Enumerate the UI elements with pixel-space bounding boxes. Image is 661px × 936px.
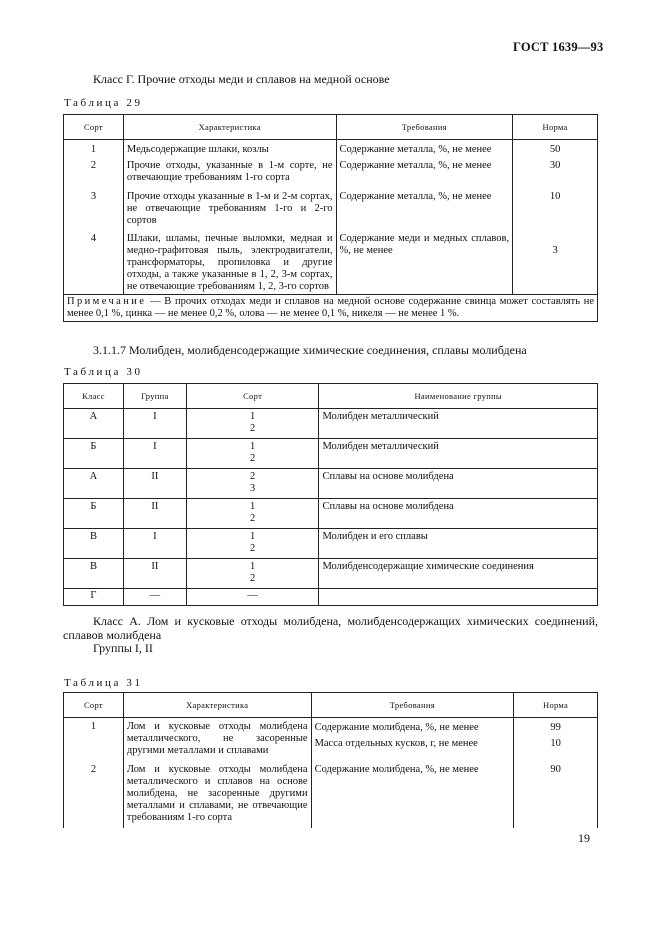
cell-class: В	[64, 559, 124, 589]
table-31	[63, 692, 598, 828]
table-30	[63, 383, 598, 606]
cell-group: II	[123, 469, 186, 499]
table-header-row	[64, 384, 598, 409]
cell-sort: 2	[64, 761, 124, 828]
table-header-row	[64, 693, 598, 718]
cell-group: I	[123, 409, 186, 439]
cell-sort: 3	[64, 188, 124, 231]
table-header-row	[64, 115, 598, 140]
cell-group: II	[123, 499, 186, 529]
cell-norm: 30	[513, 157, 598, 188]
sort-value: 2	[249, 543, 256, 554]
requirement: Содержание молибдена, %, не менее	[314, 722, 479, 733]
cell-sort	[186, 529, 319, 559]
table-29-caption: Таблица 29	[64, 97, 143, 109]
cell-characteristic: Прочие отходы указанные в 1-м и 2-м сортах, не отвечающие требованиям 1-го и 2-го сортов	[123, 188, 336, 231]
norm: 10	[550, 738, 561, 749]
section-title-3117: 3.1.1.7 Молибден, молибденсодержащие химические соединения, сплавы молибдена	[93, 343, 527, 357]
column-header: Сорт	[64, 693, 124, 718]
cell-sort: 4	[64, 231, 124, 295]
table-row	[64, 559, 598, 589]
column-header: Класс	[64, 384, 124, 409]
column-header: Требования	[336, 115, 513, 140]
cell-characteristic: Лом и кусковые отходы молибдена металлического и сплавов на основе молибдена, не засоренные другими металлами и сплавами, не отвечающие требованиям 1-го сорта	[123, 761, 311, 828]
table-note-row	[64, 295, 598, 322]
cell-group-name: Молибденсодержащие химические соединения	[319, 559, 598, 589]
cell-class: Б	[64, 439, 124, 469]
cell-norm: 90	[514, 761, 598, 828]
sort-value: 3	[249, 483, 256, 494]
cell-characteristic: Шлаки, шламы, печные выломки, медная и медно-графитовая пыль, электродвигатели, трансформаторы, пропиловка и другие отходы, а также указанные в 1, 2, 3-м сортах, не отвечающие требованиям 1, 2, 3-го сортов	[123, 231, 336, 295]
cell-sort	[186, 409, 319, 439]
cell-characteristic: Медьсодержащие шлаки, козлы	[123, 140, 336, 158]
sort-value: 1	[249, 441, 256, 452]
document-code: ГОСТ 1639—93	[513, 40, 604, 54]
cell-norm: 50	[513, 140, 598, 158]
cell-group-name	[319, 589, 598, 606]
cell-class: В	[64, 529, 124, 559]
table-row	[64, 188, 598, 231]
column-header: Требования	[311, 693, 514, 718]
sort-value: 2	[249, 453, 256, 464]
sort-value: 1	[249, 411, 256, 422]
section-groups: Группы I, II	[93, 641, 153, 655]
cell-requirements	[311, 718, 514, 762]
table-row	[64, 231, 598, 295]
requirement: Масса отдельных кусков, г, не менее	[314, 738, 478, 749]
cell-sort	[186, 499, 319, 529]
sort-value: 1	[249, 501, 256, 512]
cell-class: А	[64, 469, 124, 499]
cell-class: А	[64, 409, 124, 439]
sort-value: 2	[249, 513, 256, 524]
cell-requirement: Содержание металла, %, не менее	[336, 140, 513, 158]
cell-class: Г	[64, 589, 124, 606]
cell-group-name: Сплавы на основе молибдена	[319, 469, 598, 499]
table-row	[64, 409, 598, 439]
cell-norm: 3	[513, 231, 598, 295]
sort-value: 2	[249, 471, 256, 482]
cell-sort	[186, 559, 319, 589]
section-title-class-g: Класс Г. Прочие отходы меди и сплавов на медной основе	[93, 72, 390, 86]
table-row	[64, 718, 598, 762]
column-header: Характеристика	[123, 115, 336, 140]
table-30-caption: Таблица 30	[64, 366, 143, 378]
cell-requirement: Содержание меди и медных сплавов, %, не менее	[336, 231, 513, 295]
cell-requirement: Содержание молибдена, %, не менее	[311, 761, 514, 828]
table-row	[64, 589, 598, 606]
table-row	[64, 529, 598, 559]
note-label: Примечание	[67, 296, 147, 307]
cell-sort	[186, 469, 319, 499]
sort-value: 1	[249, 561, 256, 572]
table-row	[64, 761, 598, 828]
cell-requirement: Содержание металла, %, не менее	[336, 188, 513, 231]
note-text: — В прочих отходах меди и сплавов на медной основе содержание свинца может составлять не менее 0,1 %, цинка — не менее 0,2 %, олова — не менее 0,1 %, никеля — не менее 1 %.	[67, 296, 594, 319]
table-29	[63, 114, 598, 322]
column-header: Норма	[513, 115, 598, 140]
cell-characteristic: Лом и кусковые отходы молибдена металлического, не засоренные другими металлами и сплавами	[123, 718, 311, 762]
table-31-caption: Таблица 31	[64, 677, 143, 689]
column-header: Группа	[123, 384, 186, 409]
table-row	[64, 499, 598, 529]
table-note	[64, 295, 598, 322]
table-row	[64, 157, 598, 188]
cell-group: I	[123, 439, 186, 469]
cell-requirement: Содержание металла, %, не менее	[336, 157, 513, 188]
page-number: 19	[578, 831, 590, 845]
cell-group-name: Молибден металлический	[319, 409, 598, 439]
cell-group-name: Молибден и его сплавы	[319, 529, 598, 559]
sort-value: 2	[249, 423, 256, 434]
cell-sort: 1	[64, 140, 124, 158]
column-header: Сорт	[186, 384, 319, 409]
sort-value: 2	[249, 573, 256, 584]
table-row	[64, 439, 598, 469]
cell-characteristic: Прочие отходы, указанные в 1-м сорте, не отвечающие требованиям 1-го сорта	[123, 157, 336, 188]
column-header: Наименование группы	[319, 384, 598, 409]
cell-sort: 2	[64, 157, 124, 188]
cell-norm: 10	[513, 188, 598, 231]
cell-sort	[186, 439, 319, 469]
cell-group: II	[123, 559, 186, 589]
cell-group: I	[123, 529, 186, 559]
cell-sort: —	[186, 589, 319, 606]
table-row	[64, 140, 598, 158]
cell-norms	[514, 718, 598, 762]
cell-sort: 1	[64, 718, 124, 762]
column-header: Характеристика	[123, 693, 311, 718]
cell-class: Б	[64, 499, 124, 529]
sort-value: 1	[249, 531, 256, 542]
column-header: Сорт	[64, 115, 124, 140]
table-row	[64, 469, 598, 499]
cell-group-name: Молибден металлический	[319, 439, 598, 469]
cell-group-name: Сплавы на основе молибдена	[319, 499, 598, 529]
norm: 99	[550, 722, 561, 733]
column-header: Норма	[514, 693, 598, 718]
section-title-class-a: Класс А. Лом и кусковые отходы молибдена, молибденсодержащих химических соединений, сплавов молибдена	[63, 614, 598, 642]
cell-group: —	[123, 589, 186, 606]
